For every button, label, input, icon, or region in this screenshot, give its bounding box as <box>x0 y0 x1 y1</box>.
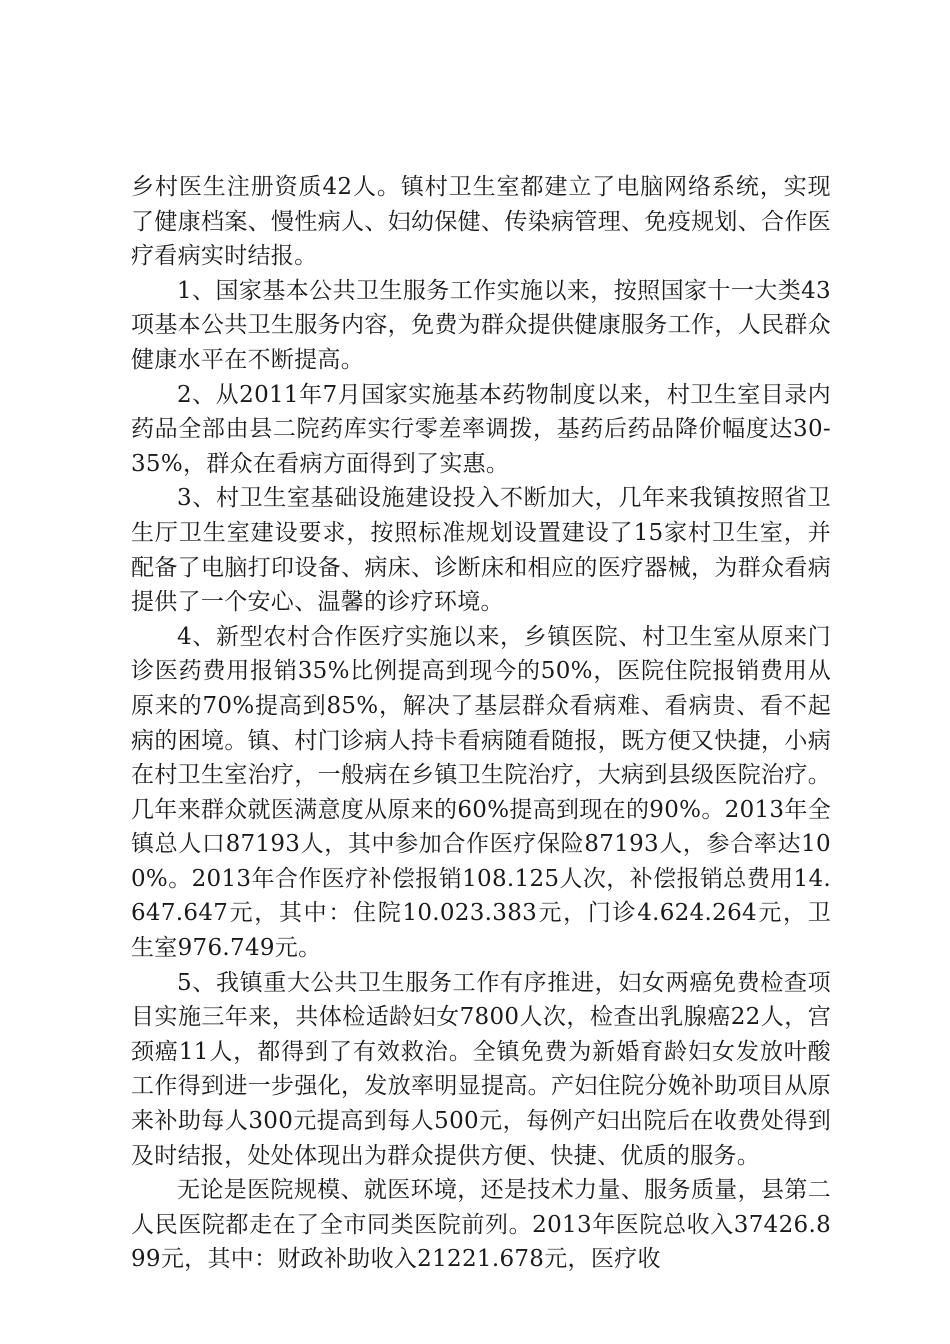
paragraph-item-2: 2、从2011年7月国家实施基本药物制度以来，村卫生室目录内药品全部由县二院药库实行零差率调拨，基药后药品降价幅度达30-35%，群众在看病方面得到了实惠。 <box>131 381 831 477</box>
document-body <box>131 170 831 1277</box>
paragraph-item-4: 4、新型农村合作医疗实施以来，乡镇医院、村卫生室从原来门诊医药费用报销35%比例提高到现今的50%，医院住院报销费用从原来的70%提高到85%，解决了基层群众看病难、看病贵、看不起病的困境。镇、村门诊病人持卡看病随看随报，既方便又快捷，小病在村卫生室治疗，一般病在乡镇卫生院治疗，大病到县级医院治疗。几年来群众就医满意度从原来的60%提高到现在的90%。2013年全镇总人口87193人，其中参加合作医疗保险87193人，参合率达100%。2013年合作医疗补偿报销108.125人次，补偿报销总费用14.647.647元，其中：住院10.023.383元，门诊4.624.264元，卫生室976.749元。 <box>131 623 831 962</box>
paragraph-intro: 乡村医生注册资质42人。镇村卫生室都建立了电脑网络系统，实现了健康档案、慢性病人、妇幼保健、传染病管理、免疫规划、合作医疗看病实时结报。 <box>131 174 831 270</box>
paragraph-item-3: 3、村卫生室基础设施建设投入不断加大，几年来我镇按照省卫生厅卫生室建设要求，按照标准规划设置建设了15家村卫生室，并配备了电脑打印设备、病床、诊断床和相应的医疗器械，为群众看病提供了一个安心、温馨的诊疗环境。 <box>131 485 831 616</box>
paragraph-item-1: 1、国家基本公共卫生服务工作实施以来，按照国家十一大类43项基本公共卫生服务内容，免费为群众提供健康服务工作，人民群众健康水平在不断提高。 <box>131 277 831 373</box>
paragraph-item-5: 5、我镇重大公共卫生服务工作有序推进，妇女两癌免费检查项目实施三年来，共体检适龄妇女7800人次，检查出乳腺癌22人，宫颈癌11人，都得到了有效救治。全镇免费为新婚育龄妇女发放叶酸工作得到进一步强化，发放率明显提高。产妇住院分娩补助项目从原来补助每人300元提高到每人500元，每例产妇出院后在收费处得到及时结报，处处体现出为群众提供方便、快捷、优质的服务。 <box>131 969 831 1169</box>
paragraph-conclusion: 无论是医院规模、就医环境，还是技术力量、服务质量，县第二人民医院都走在了全市同类医院前列。2013年医院总收入37426.899元，其中：财政补助收入21221.678元，医疗收 <box>131 1177 831 1273</box>
